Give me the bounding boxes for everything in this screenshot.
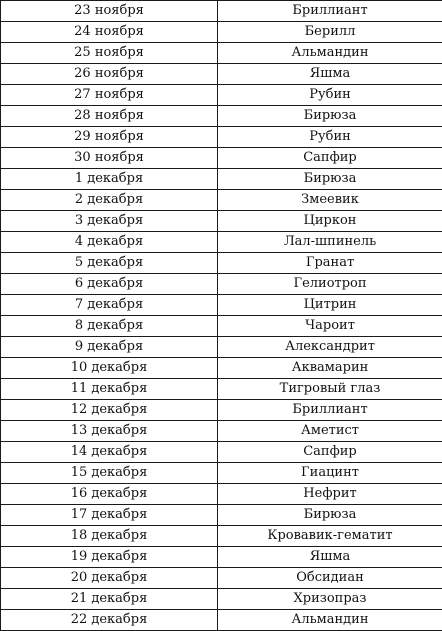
table-row — [1, 295, 442, 316]
stone-cell: Обсидиан — [218, 568, 442, 589]
date-cell: 17 декабря — [1, 505, 218, 526]
table-row — [1, 85, 442, 106]
stone-cell: Бирюза — [218, 169, 442, 190]
table-row — [1, 358, 442, 379]
table-row — [1, 484, 442, 505]
stone-cell: Кровавик-гематит — [218, 526, 442, 547]
stone-cell: Бриллиант — [218, 400, 442, 421]
date-cell: 11 декабря — [1, 379, 218, 400]
table-row — [1, 190, 442, 211]
date-cell: 13 декабря — [1, 421, 218, 442]
table-row — [1, 337, 442, 358]
stone-cell: Гранат — [218, 253, 442, 274]
date-cell: 27 ноября — [1, 85, 218, 106]
table-row — [1, 106, 442, 127]
table-row — [1, 463, 442, 484]
date-cell: 4 декабря — [1, 232, 218, 253]
stone-cell: Берилл — [218, 22, 442, 43]
table-row — [1, 568, 442, 589]
date-cell: 15 декабря — [1, 463, 218, 484]
table-row — [1, 442, 442, 463]
stone-cell: Гиацинт — [218, 463, 442, 484]
table-row — [1, 64, 442, 85]
table-row — [1, 316, 442, 337]
stone-cell: Альмандин — [218, 610, 442, 631]
stone-cell: Яшма — [218, 64, 442, 85]
date-cell: 12 декабря — [1, 400, 218, 421]
stone-cell: Сапфир — [218, 148, 442, 169]
table-row — [1, 547, 442, 568]
table-row — [1, 610, 442, 631]
stone-cell: Тигровый глаз — [218, 379, 442, 400]
stone-cell: Альмандин — [218, 43, 442, 64]
date-cell: 9 декабря — [1, 337, 218, 358]
date-cell: 26 ноября — [1, 64, 218, 85]
date-cell: 20 декабря — [1, 568, 218, 589]
table-row — [1, 400, 442, 421]
stone-cell: Циркон — [218, 211, 442, 232]
stone-cell: Сапфир — [218, 442, 442, 463]
date-cell: 23 ноября — [1, 1, 218, 22]
stone-cell: Цитрин — [218, 295, 442, 316]
stone-cell: Чароит — [218, 316, 442, 337]
stone-cell: Хризопраз — [218, 589, 442, 610]
table-row — [1, 169, 442, 190]
table-body — [1, 1, 442, 631]
stone-cell: Гелиотроп — [218, 274, 442, 295]
table-row — [1, 127, 442, 148]
date-cell: 28 ноября — [1, 106, 218, 127]
table-row — [1, 22, 442, 43]
stone-cell: Аквамарин — [218, 358, 442, 379]
date-cell: 7 декабря — [1, 295, 218, 316]
stone-cell: Рубин — [218, 85, 442, 106]
date-cell: 14 декабря — [1, 442, 218, 463]
stone-cell: Аметист — [218, 421, 442, 442]
table-row — [1, 211, 442, 232]
date-cell: 19 декабря — [1, 547, 218, 568]
date-cell: 5 декабря — [1, 253, 218, 274]
stone-cell: Рубин — [218, 127, 442, 148]
stone-cell: Змеевик — [218, 190, 442, 211]
table-row — [1, 589, 442, 610]
table-row — [1, 253, 442, 274]
date-cell: 6 декабря — [1, 274, 218, 295]
table-row — [1, 505, 442, 526]
date-cell: 10 декабря — [1, 358, 218, 379]
table-row — [1, 274, 442, 295]
table-row — [1, 1, 442, 22]
stone-cell: Яшма — [218, 547, 442, 568]
stone-cell: Бирюза — [218, 505, 442, 526]
date-cell: 22 декабря — [1, 610, 218, 631]
stone-cell: Александрит — [218, 337, 442, 358]
table-row — [1, 148, 442, 169]
table-row — [1, 379, 442, 400]
date-cell: 8 декабря — [1, 316, 218, 337]
date-cell: 3 декабря — [1, 211, 218, 232]
table-row — [1, 526, 442, 547]
date-cell: 24 ноября — [1, 22, 218, 43]
date-cell: 16 декабря — [1, 484, 218, 505]
date-cell: 29 ноября — [1, 127, 218, 148]
date-cell: 1 декабря — [1, 169, 218, 190]
stone-cell: Нефрит — [218, 484, 442, 505]
date-cell: 2 декабря — [1, 190, 218, 211]
table-row — [1, 421, 442, 442]
date-cell: 18 декабря — [1, 526, 218, 547]
stone-cell: Лал-шпинель — [218, 232, 442, 253]
date-cell: 25 ноября — [1, 43, 218, 64]
date-cell: 30 ноября — [1, 148, 218, 169]
table-row — [1, 232, 442, 253]
date-cell: 21 декабря — [1, 589, 218, 610]
table-row — [1, 43, 442, 64]
stone-cell: Бриллиант — [218, 1, 442, 22]
stone-cell: Бирюза — [218, 106, 442, 127]
